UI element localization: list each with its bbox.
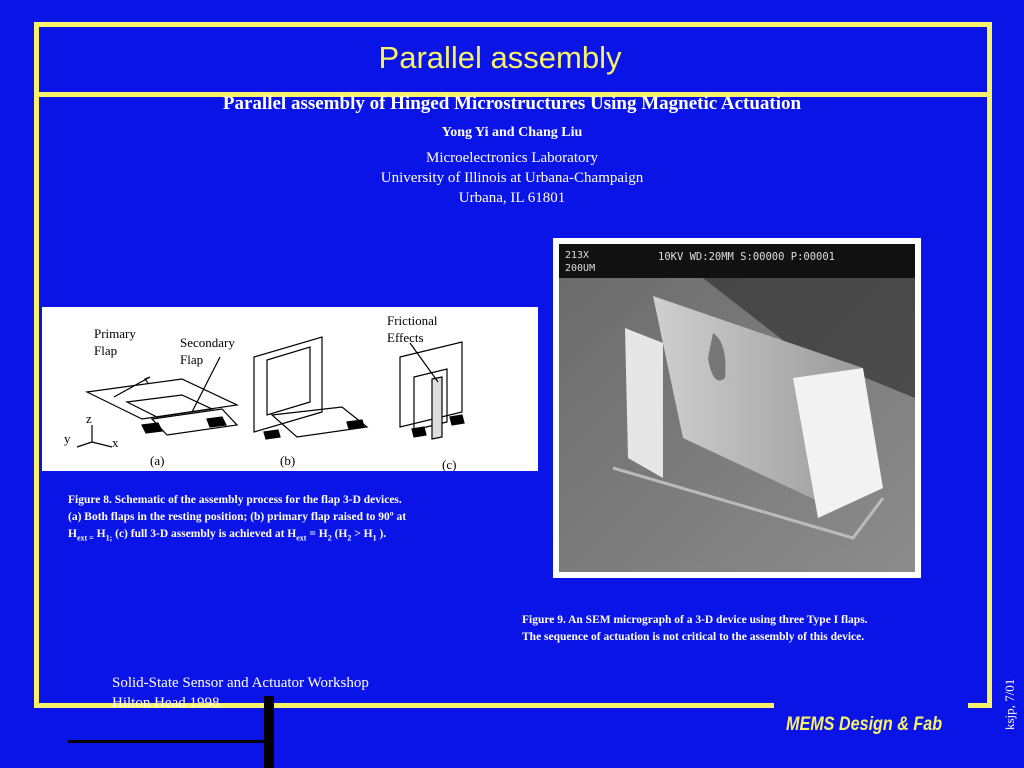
label-frictional: Frictional <box>387 313 438 328</box>
sem-mag: 213X <box>565 250 590 261</box>
label-flap: Flap <box>94 343 118 358</box>
affiliation-line: Urbana, IL 61801 <box>458 190 566 206</box>
sem-header: 10KV WD:20MM S:00000 P:00001 <box>658 251 836 263</box>
affiliation-line: University of Illinois at Urbana-Champaign <box>380 170 644 186</box>
label-primary: Primary <box>94 326 136 341</box>
label-b: (b) <box>280 453 296 468</box>
label-c: (c) <box>442 457 457 471</box>
figure9-caption: Figure 9. An SEM micrograph of a 3-D device using three Type I flaps. The sequence of actuation is not critical to the assembly of this device. <box>522 614 868 643</box>
sem-scale: 200UM <box>565 263 596 274</box>
axis-x: x <box>112 435 119 450</box>
label-secondary: Secondary <box>180 335 235 350</box>
label-a: (a) <box>150 453 165 468</box>
workshop-citation: Solid-State Sensor and Actuator Workshop Hilton Head 1998 <box>112 675 369 711</box>
black-bar-horizontal <box>68 740 268 743</box>
label-flap: Flap <box>180 352 204 367</box>
paper-title: Parallel assembly of Hinged Microstructures Using Magnetic Actuation <box>222 93 802 114</box>
affiliation-line: Microelectronics Laboratory <box>425 150 598 166</box>
axis-z: z <box>86 411 92 426</box>
figure8-schematic <box>42 307 538 471</box>
mems-logo: MEMS Design & Fab <box>786 714 943 735</box>
slide-title: Parallel assembly <box>378 40 622 75</box>
axis-y: y <box>64 431 71 446</box>
authors: Yong Yi and Chang Liu <box>441 125 583 140</box>
figure8-caption: Figure 8. Schematic of the assembly process for the flap 3-D devices. (a) Both flaps in the resting position; (b) primary flap raised to 90º at $H_{ext =}$ $H_{1;}$ (c) full 3-D assembly is achieved at $H_{ext} = H_2$ ($H_2 > H_1$ ). <box>68 494 407 543</box>
date-note: ksjp, 7/01 <box>1002 678 1017 730</box>
label-effects: Effects <box>387 330 424 345</box>
figure9-sem-micrograph <box>553 238 921 578</box>
frame-bottom-right <box>968 703 992 708</box>
frame-top <box>34 22 992 27</box>
